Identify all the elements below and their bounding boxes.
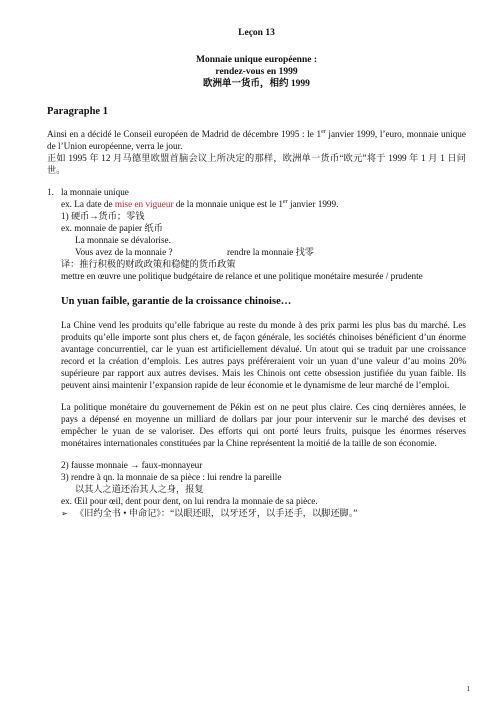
section-paragraph-1: La Chine vend les produits qu’elle fabrique au reste du monde à des prix parmi les plus bas du marché. Les produits qu’elle importe sont plus chers et, de façon générale, les sociétés chinoises bénéficient d’un énorme avantage concurrentiel, car le yuan est artificiellement dévalué. Un atout qui se traduit par une croissance record et la création d’emplois. Les autres pays préféreraient voir un yuan d’une valeur d’au moins 20% supérieure par rapport aux autres devises. Mais les Chinois ont cette obsession justifiée du yuan faible. Ils peuvent ainsi maintenir l’expansion rapide de leur économie et le dynamisme de leur marché de l’emploi. [61, 320, 466, 390]
example-text: ex. La date de [61, 199, 115, 209]
paragraph-french-text: janvier 1999, l’euro, monnaie unique de l’Union européenne, verra le jour. [47, 129, 466, 151]
superscript: er [321, 128, 326, 135]
example-line: ex. monnaie de papier 纸币 [61, 223, 163, 233]
list-item-3-chinese: 以其人之道还治其人之身，报复 [75, 484, 204, 494]
example-text: janvier 1999. [287, 199, 339, 209]
lesson-title: Leçon 13 [238, 28, 275, 38]
list-item-2: 2) fausse monnaie → faux-monnayeur [61, 460, 203, 470]
policy-line: mettre en œuvre une politique budgétaire de relance et une politique monétaire mesurée / prudente [61, 271, 423, 281]
list-number: 1. [47, 187, 54, 197]
list-item-3: 3) rendre à qn. la monnaie de sa pièce : lui rendre la pareille [61, 472, 282, 482]
list-item-1 [47, 186, 466, 198]
example-text: de la monnaie unique est le 1 [173, 199, 283, 209]
page-number: 1 [466, 685, 470, 693]
title-line-2: rendez-vous en 1999 [215, 67, 298, 77]
paragraph-french-text: Ainsi en a décidé le Conseil européen de Madrid de décembre 1995 : le 1 [47, 129, 322, 139]
example-line: ex. Œil pour œil, dent pour dent, on lui rendra la monnaie de sa pièce. [61, 496, 318, 506]
example-line [47, 198, 466, 210]
arrow-bullet-icon: ➢ [61, 509, 68, 518]
document-title [47, 54, 466, 90]
list-label: la monnaie unique [61, 187, 129, 197]
paragraph-french [47, 128, 466, 152]
sub-item: 1) 硬币→货币；零钱 [61, 211, 145, 221]
example-text: rendre la monnaie 找零 [227, 247, 314, 257]
bullet-text: 《旧约全书 • 申命记》：“以眼还眼，以牙还牙，以手还手，以脚还脚。” [75, 508, 358, 518]
highlighted-term: mise en vigueur [114, 199, 174, 209]
example-line: La monnaie se dévalorise. [75, 235, 171, 245]
section-heading: Un yuan faible, garantie de la croissance chinoise… [61, 296, 292, 307]
paragraph-heading: Paragraphe 1 [47, 106, 108, 117]
bullet-line [47, 507, 466, 520]
paragraph-chinese: 正如 1995 年 12 月马德里欧盟首脑会议上所决定的那样，欧洲单一货币“欧元”将于 1999 年 1 月 1 日问世。 [47, 153, 466, 175]
title-line-1: Monnaie unique européenne : [196, 55, 317, 65]
title-line-3: 欧洲单一货币，相约 1999 [203, 79, 310, 89]
example-line [47, 246, 466, 258]
translation-line: 译：推行积极的财政政策和稳健的货币政策 [61, 259, 236, 269]
section-paragraph-2: La politique monétaire du gouvernement de Pékin est on ne peut plus claire. Ces cinq dernières années, le pays a dépensé en moyenne un milliard de dollars par jour pour intervenir sur le marché des devises et empêcher le yuan de se valoriser. Des efforts qui ont porté leurs fruits, puisque les énormes réserves monétaires internationales constituées par la Chine représentent la moitié de la taille de son économie. [61, 402, 466, 448]
example-text: Vous avez de la monnaie ? [75, 247, 173, 257]
superscript: er [282, 198, 288, 205]
